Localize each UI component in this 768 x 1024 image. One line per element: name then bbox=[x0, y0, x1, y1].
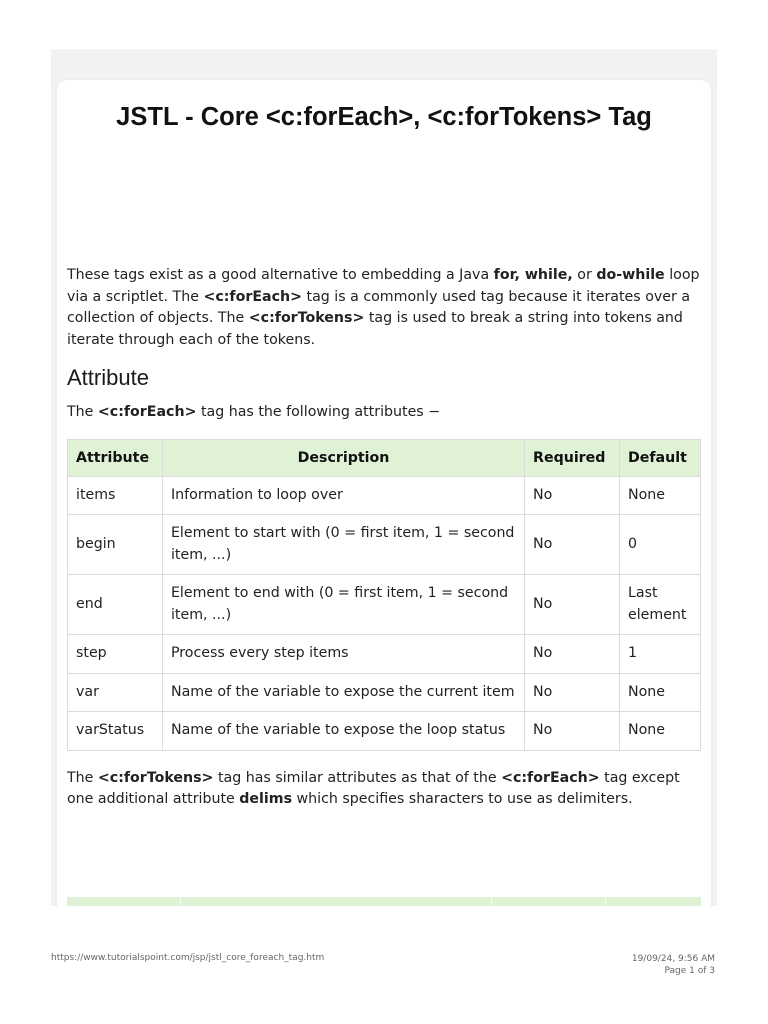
table-row bbox=[68, 673, 701, 712]
cell-attribute: step bbox=[68, 635, 163, 674]
footer-datetime: 19/09/24, 9:56 AM bbox=[631, 954, 715, 964]
lead-bold-foreach: <c:forEach> bbox=[97, 404, 197, 420]
intro-bold-loops: for, while, bbox=[493, 267, 573, 283]
attributes-lead bbox=[67, 402, 702, 424]
after-bold-fortokens: <c:forTokens> bbox=[97, 769, 214, 786]
attributes-table bbox=[67, 439, 701, 751]
header-attribute: Attribute bbox=[68, 439, 163, 476]
table-row bbox=[68, 575, 701, 635]
intro-text-4: tag is a commonly used tag because it iterates over a collection of objects. The bbox=[67, 288, 691, 326]
after-text-1: The bbox=[67, 769, 98, 786]
cell-default: None bbox=[619, 712, 700, 751]
cell-description: Element to end with (0 = first item, 1 = second item, ...) bbox=[162, 575, 524, 635]
cell-default: None bbox=[619, 673, 700, 712]
attribute-heading: Attribute bbox=[67, 365, 149, 390]
cell-required: No bbox=[525, 575, 620, 635]
cell-attribute: varStatus bbox=[68, 712, 163, 751]
lead-text-1: The bbox=[67, 404, 98, 420]
cell-default: None bbox=[619, 476, 700, 515]
intro-bold-fortokens: <c:forTokens> bbox=[248, 310, 365, 326]
cell-required: No bbox=[525, 476, 620, 515]
cell-description: Information to loop over bbox=[162, 476, 524, 515]
cell-required: No bbox=[525, 673, 620, 712]
header-required: Required bbox=[525, 439, 620, 476]
cell-default: 0 bbox=[619, 515, 700, 575]
next-table-header-cutoff bbox=[67, 897, 701, 906]
cell-default: Last element bbox=[619, 575, 700, 635]
cell-description: Name of the variable to expose the loop status bbox=[162, 712, 524, 751]
intro-text-3: loop via a scriptlet. The bbox=[67, 267, 700, 305]
intro-paragraph bbox=[67, 265, 702, 351]
cell-required: No bbox=[525, 635, 620, 674]
after-bold-foreach: <c:forEach> bbox=[501, 769, 600, 786]
cell-description: Process every step items bbox=[162, 635, 524, 674]
intro-text-2: or bbox=[572, 267, 597, 283]
cell-attribute: items bbox=[68, 476, 163, 515]
cell-attribute: end bbox=[68, 575, 163, 635]
cell-attribute: var bbox=[68, 673, 163, 712]
cell-default: 1 bbox=[619, 635, 700, 674]
table-row bbox=[68, 476, 701, 515]
intro-bold-foreach: <c:forEach> bbox=[203, 288, 302, 305]
table-row bbox=[68, 515, 701, 575]
intro-text-5: tag is used to break a string into tokens and iterate through each of the tokens. bbox=[67, 310, 683, 348]
cell-required: No bbox=[525, 515, 620, 575]
cell-description: Element to start with (0 = first item, 1 = second item, ...) bbox=[162, 515, 524, 575]
table-row bbox=[68, 635, 701, 674]
table-header-row bbox=[68, 439, 701, 476]
lead-text-2: tag has the following attributes − bbox=[196, 404, 441, 420]
content-card bbox=[57, 80, 711, 906]
footer-url: https://www.tutorialspoint.com/jsp/jstl_core_foreach_tag.htm bbox=[51, 953, 325, 963]
after-text-2: tag has similar attributes as that of the bbox=[213, 769, 502, 786]
after-text-4: which specifies sharacters to use as delimiters. bbox=[292, 791, 633, 807]
header-default: Default bbox=[619, 439, 700, 476]
cell-attribute: begin bbox=[68, 515, 163, 575]
cell-description: Name of the variable to expose the current item bbox=[162, 673, 524, 712]
article-body bbox=[67, 265, 702, 811]
page-frame bbox=[51, 49, 717, 906]
table-row bbox=[68, 712, 701, 751]
footer-page-number: Page 1 of 3 bbox=[664, 966, 715, 976]
footer-page-info bbox=[632, 953, 715, 977]
after-text-3: tag except one additional attribute bbox=[67, 769, 680, 807]
fortokens-paragraph bbox=[67, 768, 702, 811]
after-bold-delims: delims bbox=[239, 791, 293, 807]
cell-required: No bbox=[525, 712, 620, 751]
page-title: JSTL - Core <c:forEach>, <c:forTokens> Tag bbox=[116, 103, 652, 131]
intro-bold-dowhile: do-while bbox=[596, 267, 665, 283]
intro-text-1: These tags exist as a good alternative to embedding a Java bbox=[67, 267, 494, 283]
header-description: Description bbox=[162, 439, 524, 476]
